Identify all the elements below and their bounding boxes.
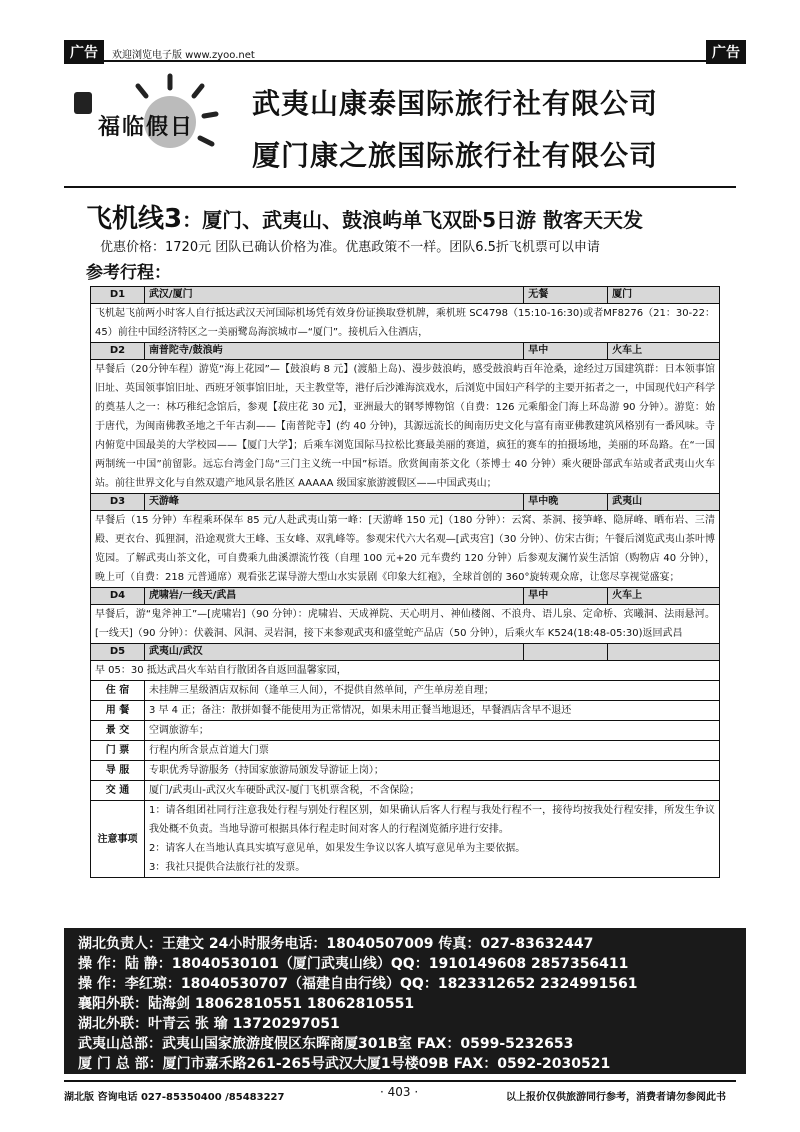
top-divider — [64, 60, 736, 62]
day-meals: 早中 — [524, 343, 608, 360]
welcome-text: 欢迎浏览电子版 www.zyoo.net — [112, 50, 255, 61]
route-title-prefix: 飞机线3 — [86, 204, 183, 234]
itinerary-heading: 参考行程： — [86, 263, 171, 283]
service-row — [91, 681, 720, 701]
service-value: 3 早 4 正；备注：散拼如餐不能使用为正常情况，如果未用正餐当地退还，早餐酒店含早不退还 — [144, 701, 719, 721]
day-number: D4 — [91, 588, 145, 605]
contact-line: 湖北负责人：王建文 24小时服务电话：18040507009 传真：027-83632447 — [78, 936, 594, 952]
day-places: 武夷山/武汉 — [144, 644, 523, 661]
notes-content — [144, 801, 719, 878]
service-value: 专职优秀导游服务（持国家旅游局颁发导游证上岗）； — [144, 761, 719, 781]
footer-divider — [64, 1080, 736, 1082]
contact-line: 襄阳外联：陆海剑 18062810551 18062810551 — [78, 996, 415, 1012]
day-number: D5 — [91, 644, 145, 661]
service-value: 厦门/武夷山-武汉火车硬卧武汉-厦门飞机票含税，不含保险； — [144, 781, 719, 801]
contact-line: 厦 门 总 部：厦门市嘉禾路261-265号武汉大厦1号楼09B FAX：0592-2030521 — [78, 1056, 611, 1072]
contact-line: 武夷山总部：武夷山国家旅游度假区东晖商厦301B室 FAX：0599-5232653 — [78, 1036, 574, 1052]
contact-line: 操 作：陆 静：18040530101（厦门武夷山线）QQ：1910149608 2857356411 — [78, 956, 629, 972]
day-detail-row — [91, 304, 720, 343]
service-label: 门 票 — [91, 741, 145, 761]
day-lodging — [608, 644, 720, 661]
footer-disclaimer: 以上报价仅供旅游同行参考，消费者请勿参阅此书 — [506, 1092, 726, 1103]
contact-line: 湖北外联：叶青云 张 瑜 13720297051 — [78, 1016, 340, 1032]
day-header-row — [91, 343, 720, 360]
day-number: D3 — [91, 494, 145, 511]
notes-label: 注意事项 — [91, 801, 145, 878]
ad-label-left: 广告 — [64, 40, 104, 64]
day-number: D1 — [91, 287, 145, 304]
day-lodging: 厦门 — [608, 287, 720, 304]
itinerary-table — [90, 286, 720, 878]
service-row — [91, 741, 720, 761]
ad-label-right: 广告 — [706, 40, 746, 64]
service-label: 导 服 — [91, 761, 145, 781]
company-name-2: 厦门康之旅国际旅行社有限公司 — [252, 139, 659, 172]
day-lodging: 武夷山 — [608, 494, 720, 511]
contact-line: 操 作：李红琼：18040530707（福建自由行线）QQ：1823312652 2324991561 — [78, 976, 638, 992]
day-detail-row — [91, 661, 720, 681]
day-lodging: 火车上 — [608, 343, 720, 360]
day-detail-row — [91, 360, 720, 494]
service-label: 住 宿 — [91, 681, 145, 701]
day-description: 早餐后（15 分钟）车程乘环保车 85 元/人赴武夷山第一峰：[天游峰 150 元]（180 分钟）：云窝、茶洞、接笋峰、隐屏峰、晒布岩、三清殿、更衣台、狐狸洞，沿途观赏大王峰、玉女峰、双乳峰等。参观宋代六大名观—[武夷宫]（30 分钟）、仿宋古街；午餐后浏览武夷山茶叶博览园。了解武夷山茶文化，可自费乘九曲溪漂流竹筏（自理 100 元+20 元车费约 120 分钟）后参观友澜竹炭生活馆（购物店 40 分钟）， 晚上可（自费：218 元普通席）观看张艺谋导游大型山水实景剧《印象大红袍》，全球首创的 360°旋转观众席，让您尽享视觉盛宴； — [91, 511, 720, 588]
service-value: 行程内所含景点首道大门票 — [144, 741, 719, 761]
service-value: 空调旅游车； — [144, 721, 719, 741]
note-item: 3：我社只提供合法旅行社的发票。 — [148, 862, 306, 873]
day-places: 虎啸岩/一线天/武昌 — [144, 588, 523, 605]
day-detail-row — [91, 605, 720, 644]
service-row — [91, 761, 720, 781]
day-meals: 早中 — [524, 588, 608, 605]
logo — [70, 70, 240, 185]
day-description: 早餐后（20分钟车程）游览“海上花园”—【鼓浪屿 8 元】(渡船上岛)、漫步鼓浪屿，感受鼓浪屿百年沧桑，途经过万国建筑群：日本领事馆旧址、英国领事馆旧址、西班牙领事馆旧址，天主教堂等，港仔后沙滩海滨戏水，后浏览中国妇产科学的主要开拓者之一，中国现代妇产科学的奠基人之一：林巧稚纪念馆后，参观【菽庄花 30 元】，亚洲最大的钢琴博物馆（自费：126 元乘船金门海上环岛游 90 分钟）。游览：始于唐代，为闽南佛教圣地之千年古刹——【南普陀寺】(约 40 分钟)，其源远流长的闽南历史文化与富有南亚佛教建筑风格别有一番风味。寺内俯览中国最美的大学校园——【厦门大学】；后乘车浏览国际马拉松比赛最美丽的赛道，疯狂的赛车的拍摄场地，美丽的环岛路。在“一国两制统一中国”前留影。远忘台湾金门岛“三门主义统一中国”标语。欣赏闽南茶文化（茶博士 40 分钟）乘火硬卧部武车站或者武夷山火车站。前往世界文化与自然双遗产地风景名胜区 AAAAA 级国家旅游渡假区——中国武夷山； — [91, 360, 720, 494]
service-label: 用 餐 — [91, 701, 145, 721]
day-meals: 无餐 — [524, 287, 608, 304]
header-divider — [64, 186, 736, 188]
note-item: 2：请客人在当地认真具实填写意见单，如果发生争议以客人填写意见单为主要依据。 — [148, 843, 526, 854]
service-label: 景 交 — [91, 721, 145, 741]
day-places: 武汉/厦门 — [144, 287, 523, 304]
day-meals: 早中晚 — [524, 494, 608, 511]
day-header-row — [91, 644, 720, 661]
service-row — [91, 701, 720, 721]
route-title-rest: ：厦门、武夷山、鼓浪屿单飞双卧5日游 散客天天发 — [182, 208, 643, 232]
notes-row — [91, 801, 720, 878]
logo-text: 福临假日 — [98, 114, 195, 140]
day-number: D2 — [91, 343, 145, 360]
service-row — [91, 781, 720, 801]
service-value: 未挂牌三星级酒店双标间（逢单三人间），不提供自然单间，产生单房差自理； — [144, 681, 719, 701]
day-lodging: 火车上 — [608, 588, 720, 605]
note-item: 1：请各组团社同行注意我处行程与别处行程区别，如果确认后客人行程与我处行程不一，接待均按我处行程安排，所发生争议我处概不负责。当地导游可根据具体行程走时间对客人的行程浏览循序进行安排。 — [148, 805, 715, 835]
day-header-row — [91, 494, 720, 511]
day-detail-row — [91, 511, 720, 588]
day-places: 天游峰 — [144, 494, 523, 511]
service-row — [91, 721, 720, 741]
contact-block — [64, 928, 746, 1074]
footer-contact: 湖北版 咨询电话 027-85350400 /85483227 — [64, 1092, 285, 1103]
day-description: 早 05：30 抵达武昌火车站自行散团各自返回温馨家园， — [91, 661, 720, 681]
route-title — [86, 198, 643, 235]
day-places: 南普陀寺/鼓浪屿 — [144, 343, 523, 360]
page-number: · 403 · — [380, 1085, 419, 1099]
day-header-row — [91, 287, 720, 304]
day-meals — [524, 644, 608, 661]
company-name-1: 武夷山康泰国际旅行社有限公司 — [252, 87, 659, 120]
day-description: 早餐后，游“鬼斧神工”—[虎啸岩]（90 分钟）：虎啸岩、天成禅院、天心明月、神仙楼阁、不浪舟、语儿泉、定命桥、宾曦洞、法雨悬河。[一线天]（90 分钟）：伏羲洞、风洞、灵岩洞，接下来参观武夷和盛堂蛇产品店（50 分钟），后乘火车 K524(18:48-05:30)返回武昌 — [91, 605, 720, 644]
day-header-row — [91, 588, 720, 605]
day-description: 飞机起飞前两小时客人自行抵达武汉天河国际机场凭有效身份证换取登机牌，乘机班 SC4798（15:10-16:30)或者MF8276（21：30-22：45）前往中国经济特区之一美丽鹭岛海滨城市—“厦门”。接机后入住酒店， — [91, 304, 720, 343]
service-label: 交 通 — [91, 781, 145, 801]
price-line: 优惠价格：1720元 团队已确认价格为准。优惠政策不一样。团队6.5折飞机票可以申请 — [100, 240, 600, 255]
